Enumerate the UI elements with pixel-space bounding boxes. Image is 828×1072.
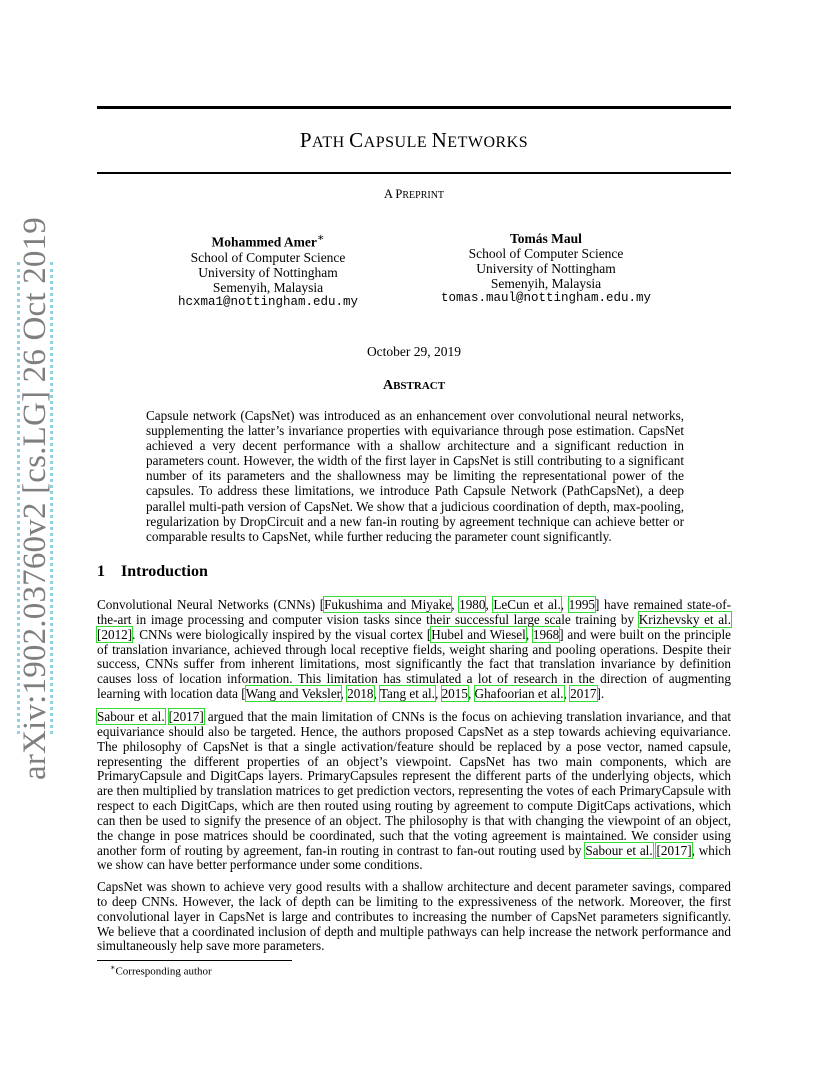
- text-run: ,: [451, 597, 460, 612]
- author-block-1: [148, 231, 388, 310]
- footnote: [110, 963, 212, 978]
- author-university: University of Nottingham: [198, 264, 338, 280]
- text-run: ].: [596, 686, 605, 702]
- intro-paragraph-3: CapsNet was shown to achieve very good results with a shallow architecture and decent parameter savings, compared to deep CNNs. However, the lack of depth can be limiting to the expressiveness of the network. Moreover, the first convolutional layer in CapsNet is large and contributes to increasing the number of CapsNet parameters significantly. We believe that a coordinated inclusion of depth and multiple pathways can help increase the network performance and simultaneously help save more parameters.: [97, 879, 731, 954]
- intro-paragraph-2: [97, 710, 731, 873]
- author-university: University of Nottingham: [476, 261, 616, 276]
- citation-link[interactable]: Krizhevsky et al.: [638, 611, 732, 627]
- text-run: Convolutional Neural Networks (CNNs) [: [97, 597, 325, 612]
- text-run: ,: [563, 686, 571, 702]
- abstract-heading: [97, 378, 731, 394]
- citation-link[interactable]: [2017]: [168, 709, 204, 724]
- preprint-small: REPRINT: [402, 190, 445, 201]
- section-title: Introduction: [121, 563, 208, 580]
- citation-link[interactable]: 1980: [459, 597, 486, 612]
- section-number: 1: [97, 563, 105, 580]
- text-run: ] have remained state-of-the-art in image processing and computer vision tasks since their successful large scale training by: [97, 597, 732, 627]
- citation-link[interactable]: 1995: [568, 597, 596, 612]
- citation-link[interactable]: Fukushima and Miyake: [324, 597, 452, 612]
- text-run: ,: [485, 597, 494, 612]
- paper-date: October 29, 2019: [366, 344, 462, 359]
- citation-link[interactable]: LeCun et al.: [493, 597, 561, 612]
- footnote-text: Corresponding author: [115, 965, 212, 978]
- paper-title: [97, 128, 731, 153]
- text-run: ,: [340, 686, 348, 702]
- citation-link[interactable]: [2017]: [656, 842, 692, 858]
- citation-link[interactable]: 2015: [441, 686, 468, 702]
- author-location: Semenyih, Malaysia: [212, 279, 324, 295]
- author-name: Tomás Maul: [510, 231, 582, 246]
- title-word-1-rest: ATH: [312, 134, 350, 151]
- title-bottom-rule: [97, 172, 731, 174]
- author-school: School of Computer Science: [468, 246, 624, 261]
- section-heading: [97, 563, 208, 581]
- citation-link[interactable]: Sabour et al.: [97, 709, 165, 724]
- author-name-line: [148, 231, 388, 250]
- author-block-2: [426, 231, 666, 306]
- citation-link[interactable]: Tang et al.: [379, 686, 435, 702]
- citation-link[interactable]: 2018: [347, 686, 374, 702]
- author-location: Semenyih, Malaysia: [490, 276, 602, 291]
- text-run: , which we show can have better performance under some conditions.: [97, 842, 731, 873]
- author-email[interactable]: tomas.maul@nottingham.edu.my: [440, 291, 652, 305]
- text-run: . CNNs were biologically inspired by the visual cortex [: [132, 626, 432, 642]
- citation-link[interactable]: [2012]: [97, 626, 133, 642]
- footnote-rule: [97, 960, 292, 961]
- citation-link[interactable]: Ghafoorian et al.: [474, 686, 564, 702]
- author-name-line: [426, 231, 666, 246]
- title-top-rule: [97, 106, 731, 109]
- abstract-text: Capsule network (CapsNet) was introduced as an enhancement over convolutional neural networks, supplementing the latter’s invariance properties with equivariance through pose estimation. CapsNet achieved a very decent performance with a shallow architecture and a significant reduction in parameters count. However, the width of the first layer in CapsNet is still contributing to a significant number of its parameters and the shallowness may be limiting the representational power of the capsules. To address these limitations, we introduce Path Capsule Network (PathCapsNet), a deep parallel multi-path version of CapsNet. We show that a judicious coordination of depth, max-pooling, regularization by DropCircuit and a new fan-in routing by agreement technique can achieve better or comparable results to CapsNet, while further reducing the parameter count significantly.: [146, 408, 684, 544]
- arxiv-stamp-text[interactable]: arXiv:1902.03760v2 [cs.LG] 26 Oct 2019: [16, 216, 53, 780]
- author-name: Mohammed Amer: [211, 234, 317, 250]
- text-run: ,: [560, 597, 569, 612]
- text-run: ,: [373, 686, 380, 702]
- title-word-1-initial: P: [299, 128, 313, 152]
- title-word-3-rest: ETWORKS: [447, 134, 529, 151]
- title-word-3-initial: N: [431, 128, 448, 152]
- citation-link[interactable]: 1968: [532, 626, 560, 642]
- author-marker: ∗: [316, 232, 325, 244]
- title-word-2-initial: C: [349, 128, 364, 152]
- abstract-heading-big: A: [382, 378, 394, 393]
- arxiv-stamp[interactable]: [12, 216, 58, 780]
- citation-link[interactable]: Sabour et al.: [585, 842, 653, 858]
- citation-link[interactable]: Hubel and Wiesel: [431, 626, 526, 642]
- author-school: School of Computer Science: [190, 249, 346, 265]
- text-run: ] and were built on the principle of translation invariance, achieved through local receptive fields, weight sharing and pooling operations. Despite their success, CNNs suffer from inherent limitations, most significantly the fact that translation invariance by definition causes loss of location information. This limitation has stimulated a lot of research in the direction of augmenting learning with location data [: [97, 626, 732, 702]
- text-run: ,: [525, 626, 533, 642]
- title-word-2-rest: APSULE: [363, 134, 432, 151]
- abstract-heading-small: BSTRACT: [393, 380, 446, 392]
- citation-link[interactable]: 2017: [570, 686, 597, 702]
- preprint-big: A P: [383, 187, 403, 201]
- author-email[interactable]: hcxma1@nottingham.edu.my: [177, 294, 359, 309]
- preprint-label: [97, 187, 731, 202]
- text-run: [165, 709, 169, 724]
- text-run: ,: [434, 686, 442, 702]
- intro-paragraph-1: [97, 598, 731, 702]
- text-run: argued that the main limitation of CNNs is the focus on achieving translation invariance, and that equivariance should also be targeted. Hence, the authors proposed CapsNet as a step towards achieving equivariance. The philosophy of CapsNet is that a single activation/feature should be replaced by a pose vector, named capsule, representing the different properties of an object’s viewpoint. CapsNet has two main components, which are PrimaryCapsule and DigitCaps layers. PrimaryCapsules represent the different parts of the underlying objects, which are then multiplied by translation matrices to get prediction vectors, representing the votes of each PrimaryCapsule with respect to each DigitCaps, which are then routed using routing by agreement to compute DigitCaps activations, which can then be used to signify the presence of an object. The philosophy is that with changing the viewpoint of an object, the change in pose matrices should be coordinated, such that the voting agreement is maintained. We consider using another form of routing by agreement, fan-in routing in contrast to fan-out routing used by: [97, 709, 731, 858]
- citation-link[interactable]: Wang and Veksler: [245, 686, 341, 702]
- text-run: ,: [467, 686, 475, 702]
- footnote-marker: ∗: [110, 963, 116, 972]
